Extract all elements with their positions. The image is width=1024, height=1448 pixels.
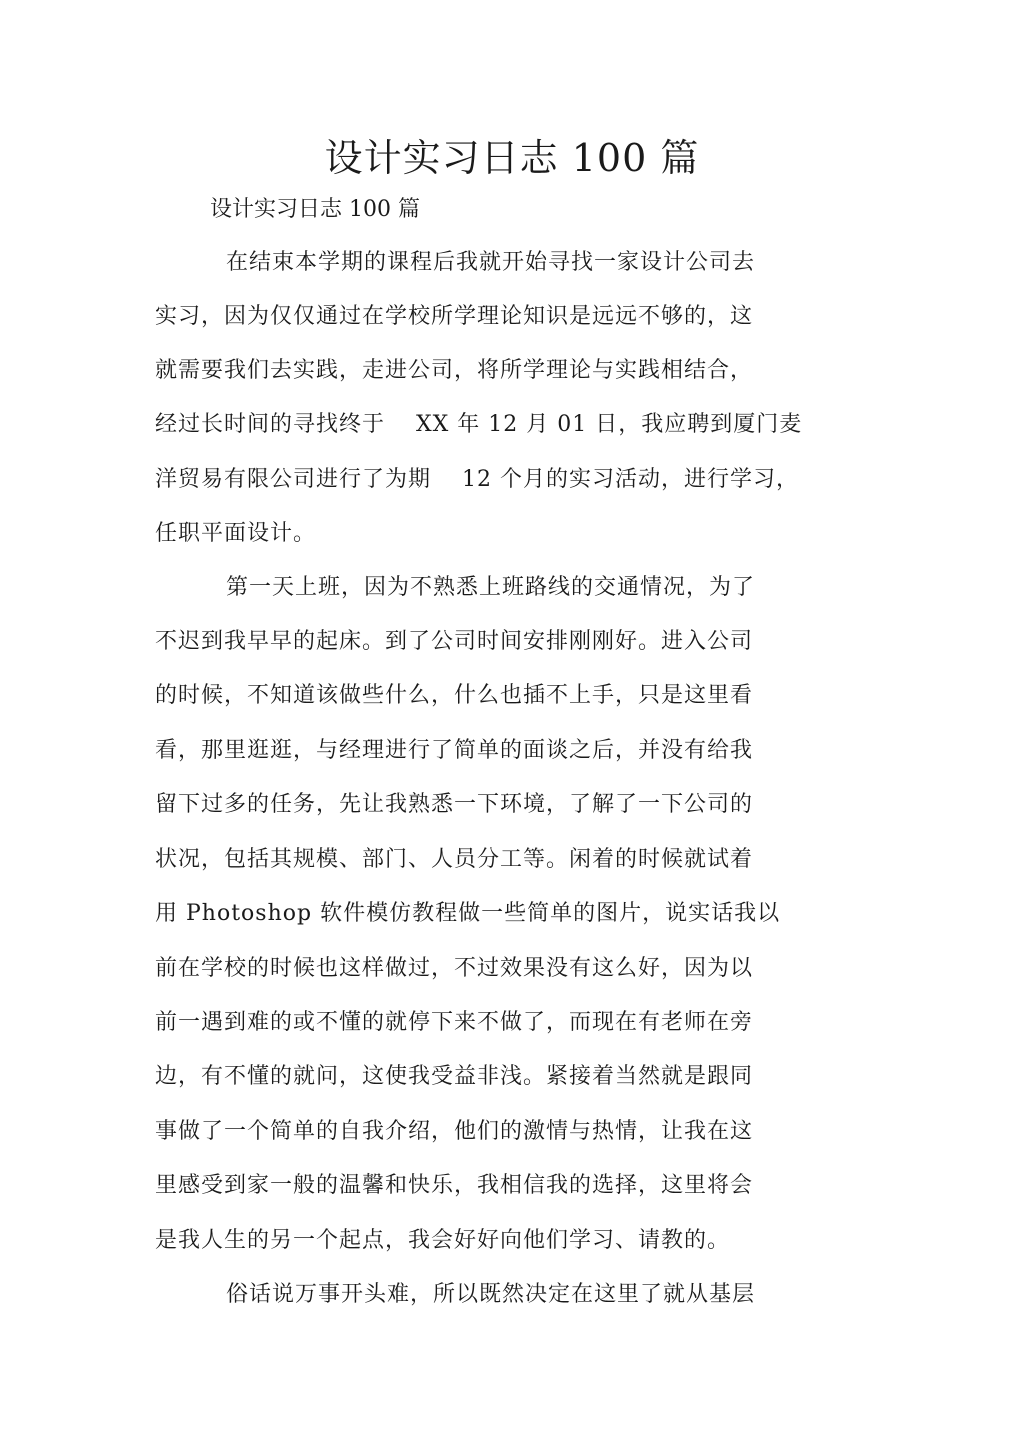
paragraph-line: 第一天上班，因为不熟悉上班路线的交通情况，为了 <box>226 575 756 600</box>
paragraph-line: 实习，因为仅仅通过在学校所学理论知识是远远不够的，这 <box>155 304 754 329</box>
paragraph-line: 在结束本学期的课程后我就开始寻找一家设计公司去 <box>226 250 756 275</box>
paragraph-line: 不迟到我早早的起床。到了公司时间安排刚刚好。进入公司 <box>155 629 754 654</box>
paragraph-line: 就需要我们去实践，走进公司，将所学理论与实践相结合， <box>155 358 754 383</box>
paragraph-line: 经过长时间的寻找终于 XX 年 12 月 01 日，我应聘到厦门麦 <box>155 412 803 437</box>
paragraph-line: 用 Photoshop 软件模仿教程做一些简单的图片，说实话我以 <box>155 901 781 926</box>
paragraph-line: 的时候，不知道该做些什么，什么也插不上手，只是这里看 <box>155 683 754 708</box>
document-title: 设计实习日志 100 篇 <box>324 136 700 180</box>
paragraph-line: 状况，包括其规模、部门、人员分工等。闲着的时候就试着 <box>155 847 754 872</box>
paragraph-line: 留下过多的任务，先让我熟悉一下环境，了解了一下公司的 <box>155 792 754 817</box>
paragraph-line: 看，那里逛逛，与经理进行了简单的面谈之后，并没有给我 <box>155 738 754 763</box>
paragraph-line: 任职平面设计。 <box>155 521 317 546</box>
paragraph-line: 事做了一个简单的自我介绍，他们的激情与热情，让我在这 <box>155 1119 754 1144</box>
paragraph-line: 是我人生的另一个起点，我会好好向他们学习、请教的。 <box>155 1228 731 1253</box>
paragraph-line: 俗话说万事开头难，所以既然决定在这里了就从基层 <box>226 1282 756 1307</box>
paragraph-line: 前一遇到难的或不懂的就停下来不做了，而现在有老师在旁 <box>155 1010 754 1035</box>
paragraph-line: 洋贸易有限公司进行了为期 12 个月的实习活动，进行学习， <box>155 467 799 492</box>
paragraph-line: 边，有不懂的就问，这使我受益非浅。紧接着当然就是跟同 <box>155 1064 754 1089</box>
paragraph-line: 前在学校的时候也这样做过，不过效果没有这么好，因为以 <box>155 956 754 981</box>
document-subtitle: 设计实习日志 100 篇 <box>210 197 420 222</box>
paragraph-line: 里感受到家一般的温馨和快乐，我相信我的选择，这里将会 <box>155 1173 754 1198</box>
